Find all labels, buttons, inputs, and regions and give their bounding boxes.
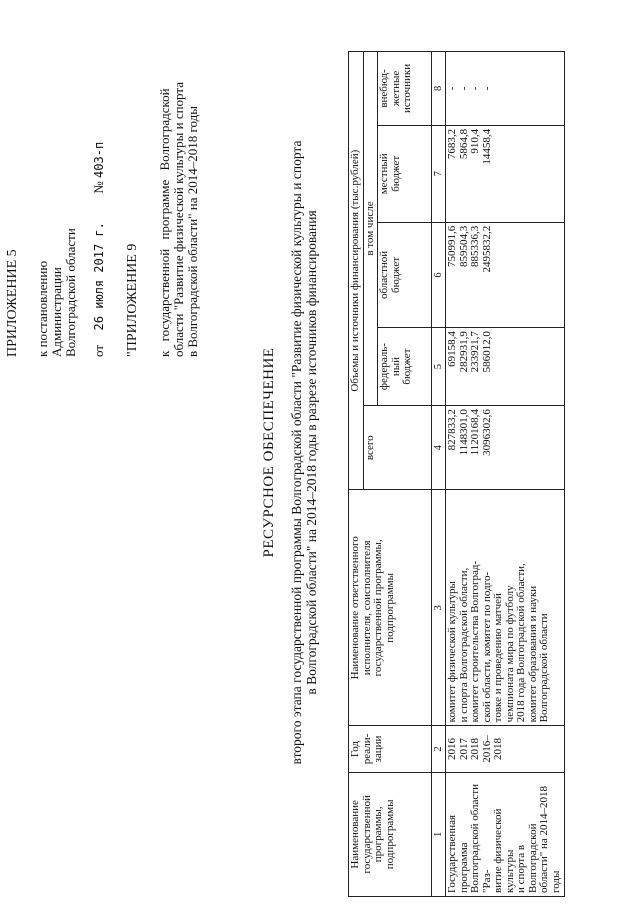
- column-number-row: [432, 52, 446, 897]
- column-number: 4: [432, 406, 446, 490]
- heading-line-1: второго этапа государственной программы Волгоградской области "Развитие физической культуры и спорта: [289, 140, 304, 765]
- table-row: [446, 52, 564, 897]
- date-prefix: от: [91, 344, 106, 357]
- column-number: 6: [432, 222, 446, 327]
- heading-line-2: в Волгоградской области" на 2014–2018 годы в разрезе источников финансирования: [304, 210, 319, 695]
- column-number: 3: [432, 490, 446, 726]
- header-year: Год реали- зации: [349, 726, 432, 772]
- executors-cell: комитет физической культуры и спорта Волгоградской области, комитет строительства Волгоград- ской области, комитет по подго- товке и проведению матчей чемпионата мира по футболу 2018 года Волгоградской области, комитет образования и науки Волгоградской области: [446, 490, 564, 726]
- extra-cell: - - - -: [446, 52, 564, 126]
- header-name: Наименование государственной программы, подпрограммы: [349, 772, 432, 896]
- column-number: 1: [432, 772, 446, 896]
- header-including: в том числе: [363, 52, 378, 406]
- header-regional: областной бюджет: [378, 222, 432, 327]
- appendix-date-line: [92, 142, 106, 357]
- header-executor: Наименование ответственного исполнителя, соисполнителя государственной программы, подпрограммы: [349, 490, 432, 726]
- appendix9-title: "ПРИЛОЖЕНИЕ 9: [125, 243, 140, 357]
- program-name-cell: Государственная программа Волгоградской области "Раз- витие физической культуры и спорта в Волгоградской области" на 2014–2018 годы: [446, 772, 564, 896]
- header-total: всего: [363, 406, 432, 490]
- header-federal: федераль- ный бюджет: [378, 328, 432, 406]
- table-header-row-1: [349, 52, 364, 897]
- appendix9-line-3: в Волгоградской области" на 2014–2018 годы: [185, 106, 200, 357]
- appendix9-line-1: к государственной программе Волгоградской: [157, 88, 172, 357]
- appendix9-line-2: области "Развитие физической культуры и спорта: [171, 82, 186, 357]
- years-cell: 2016 2017 2018 2016–2018: [446, 726, 564, 772]
- header-local: местный бюджет: [378, 125, 432, 222]
- local-cell: 7683,2 5864,8 910,4 14458,4: [446, 125, 564, 222]
- column-number: 7: [432, 125, 446, 222]
- regional-cell: 750991,6 859504,3 885336,3 2495832,2: [446, 222, 564, 327]
- date-value: 26 июля 2017 г.: [92, 222, 106, 331]
- column-number: 8: [432, 52, 446, 126]
- resource-table: [348, 51, 565, 897]
- federal-cell: 69158,4 282931,9 233921,7 586012,0: [446, 328, 564, 406]
- total-cell: 827833,2 1148301,0 1120168,4 3096302,6: [446, 406, 564, 490]
- appendix-title: ПРИЛОЖЕНИЕ 5: [5, 249, 20, 357]
- number-prefix: №: [91, 181, 106, 194]
- column-number: 2: [432, 726, 446, 772]
- number-value: 403-п: [92, 141, 106, 178]
- appendix-line-1: к постановлению: [35, 260, 50, 357]
- header-extra: внебюд- жетные источники: [378, 52, 432, 126]
- appendix-line-2: Администрации: [49, 267, 64, 357]
- column-number: 5: [432, 328, 446, 406]
- appendix-line-3: Волгоградской области: [63, 228, 78, 357]
- header-volumes: Объемы и источники финансирования (тыс.рублей): [349, 52, 364, 490]
- page-title: РЕСУРСНОЕ ОБЕСПЕЧЕНИЕ: [261, 347, 277, 558]
